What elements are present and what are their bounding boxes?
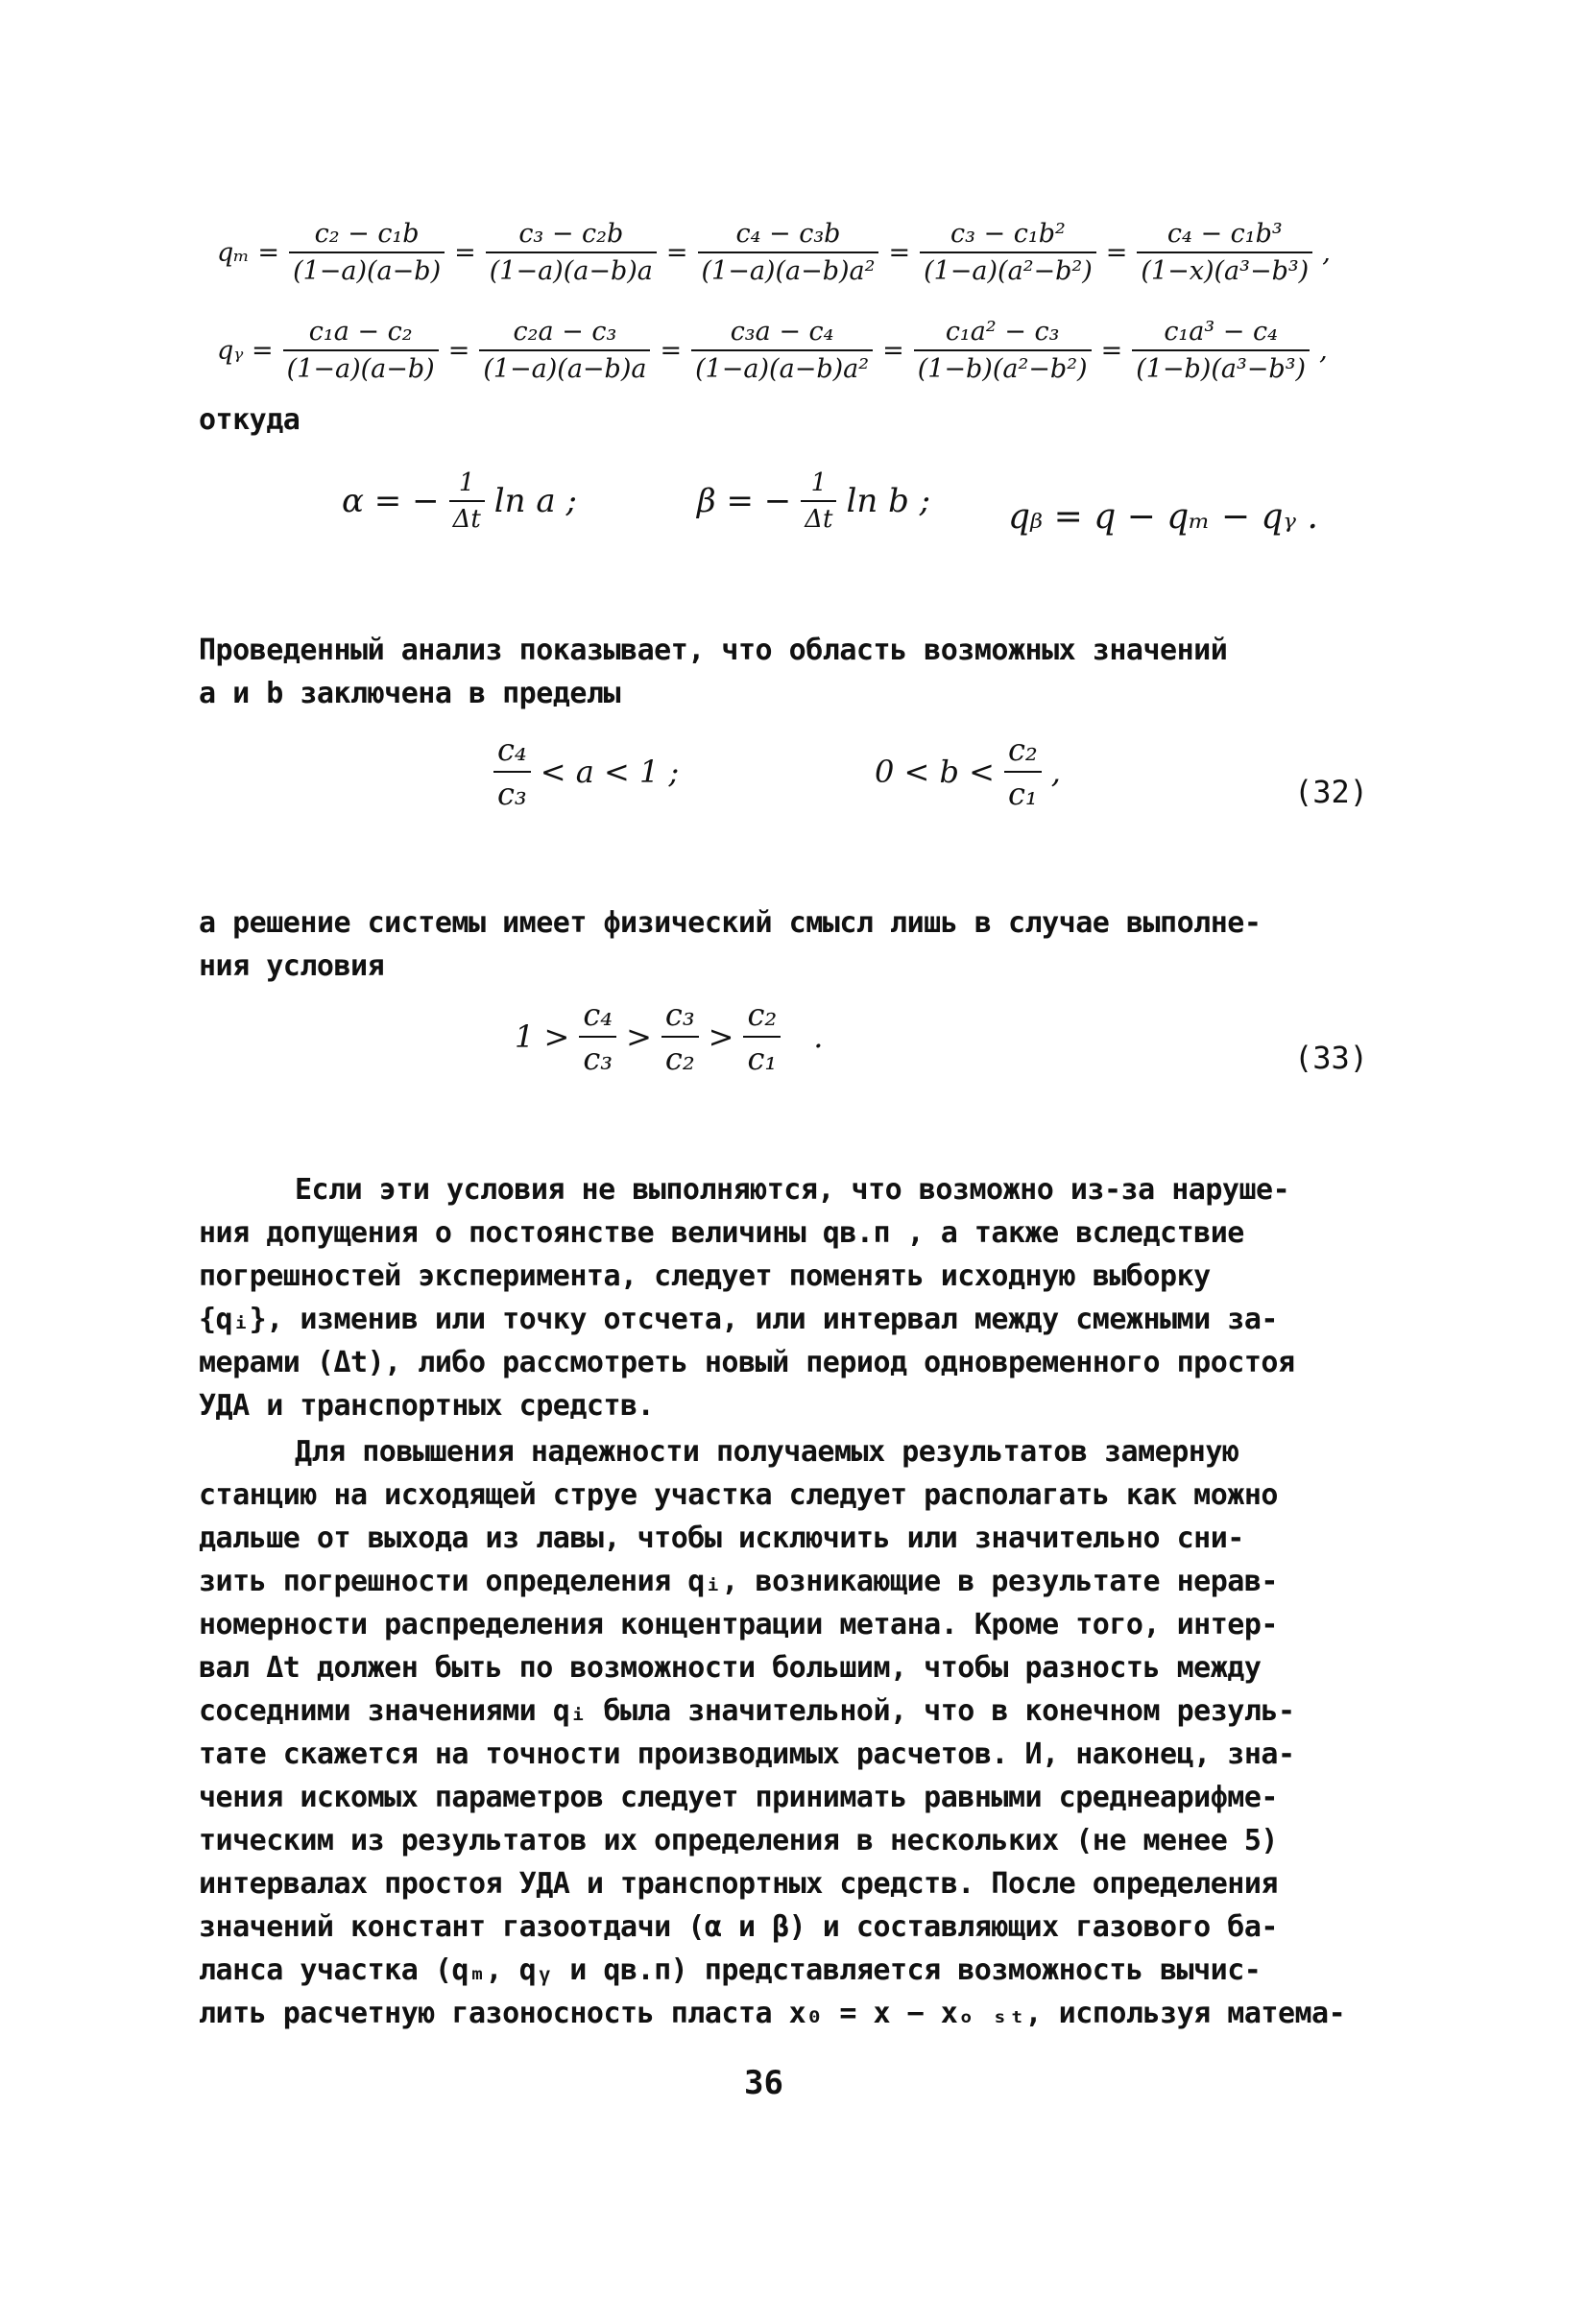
fraction: $\frac{1}{\Delta t}$ [801,468,836,534]
fraction: $\frac{\text{c₃a − c₄}}{\text{(1−a)(a−b)a²}}$ [691,317,873,384]
fraction: $\frac{\text{c₁a − c₂}}{(1-a)(a-b)}$ [283,317,439,384]
fraction: $\frac{\text{c₃ − c₂b}}{(1-a)(a-b)a}$ [486,219,657,286]
formula-33: 1 > $\frac{\text{c₄}}{\text{c₃}}$ > $\frac{\text{c₃}}{\text{c₂}}$ > $\frac{\text{c₂}}{\text{c₁}}$ . [515,996,824,1077]
fraction: $\frac{\text{c₁a³ − c₄}}{\text{(1−b)(a³−b³)}}$ [1132,317,1310,384]
fraction: $\frac{1}{\Delta t}$ [449,468,485,534]
formula-qm-lhs: qₘ = [217,237,280,268]
page-number: 36 [744,2064,783,2102]
fraction: $\frac{\text{c₄ − c₁b³}}{\text{(1−x)(a³−b³)}}$ [1137,219,1312,286]
formula-32-left: $\frac{\text{c₄}}{\text{c₃}}$ < a < 1 ; [490,731,685,812]
fraction: $\frac{\text{c₂ − c₁b}}{(1-a)(a-b)}$ [289,219,445,286]
fraction: $\frac{\text{c₂}}{\text{c₁}}$ [743,996,781,1077]
fraction: $\frac{\text{c₃ − c₁b²}}{\text{(1−a)(a²−b²)}}$ [920,219,1096,286]
document-page: qₘ = $\frac{\text{c₂ − c₁b}}{(1-a)(a-b)}$ = $\frac{\text{c₃ − c₂b}}{(1-a)(a-b)a}$ = $\frac{\text{c₄ − c₃b}}{\text{(1−a)(a−b)a²}}$ = $\frac{\text{c₃ − c₁b²}}{\text{(1−a)(a²−b²)}}$ = $\frac{\text{c₄ − c₁b³}}{\text{(1−x)(a³−b³)}}$ , qᵧ = $\frac{\text{c₁a − c₂}}{(1-a)(a-b)}$ = $\frac{\text{c₂a − c₃}}{(1-a)(a-b)a}$ = $\frac{\text{c₃a − c₄}}{\text{(1−a)(a−b)a²}}$ = $\frac{\text{c₁a² − c₃}}{\text{(1−b)(a²−b²)}}$ = $\frac{\text{c₁a³ − c₄}}{\text{(1−b)(a³−b³)}}$ , откуда α = − $\frac{1}{\Delta t}$ ln a ; β = − $\frac{1}{\Delta t}$ ln b ; qᵦ = q − qₘ − qᵧ . Проведенный анализ показывает, что область возможных значений a и b заключена в пределы $\frac{\text{c₄}}{\text{c₃}}$ < a < 1 ; 0 < b < $\frac{\text{c₂}}{\text{c₁}}$ , (32) а решение системы имеет физический смысл лишь в случае выполне- ния условия 1 > $\frac{\text{c₄}}{\text{c₃}}$ > $\frac{\text{c₃}}{\text{c₂}}$ > $\frac{\text{c₂}}{\text{c₁}}$ . (33) Если эти условия не выполняются, что возможно из-за наруше- ния допущения о постоянстве величины qв.п , а также вследствие погрешностей эксперимента, следует поменять исходную выборку {qᵢ}, изменив или точку отсчета, или интервал между смежными за- мерами (Δt), либо рассмотреть новый период одновременного простоя УДА и транспортных средств. Для повышения надежности получаемых результатов замерную станцию на исходящей струе участка следует располагать как можно дальше от выхода из лавы, чтобы исключить или значительно сни- зить погрешности определения qᵢ, возникающие в результате нерав- номерности распределения концентрации метана. Кроме того, интер- вал Δt должен быть по возможности большим, чтобы разность между соседними значениями qᵢ была значительной, что в конечном резуль- тате скажется на точности производимых расчетов. И, наконец, зна- чения искомых параметров следует принимать равными среднеарифме- тическим из результатов их определения в нескольких (не менее 5) интервалах простоя УДА и транспортных средств. После определения значений констант газоотдачи (α и β) и составляющих газового ба- ланса участка (qₘ, qᵧ и qв.п) представляется возможность вычис- лить расчетную газоносность пласта x₀ = x − xₒ ₛₜ, используя матема- 36 [199,219,1369,2102]
formula-beta: β = − $\frac{1}{\Delta t}$ ln b ; [697,468,931,534]
equation-number-33: (33) [1294,1040,1369,1076]
fraction: $\frac{\text{c₂a − c₃}}{(1-a)(a-b)a}$ [479,317,650,384]
fraction: $\frac{\text{c₃}}{\text{c₂}}$ [661,996,699,1077]
fraction: $\frac{\text{c₁a² − c₃}}{\text{(1−b)(a²−b²)}}$ [914,317,1092,384]
otkuda-label: откуда [199,403,301,437]
fraction: $\frac{\text{c₄}}{\text{c₃}}$ [579,996,616,1077]
fraction: $\frac{\text{c₄ − c₃b}}{\text{(1−a)(a−b)a²}}$ [698,219,879,286]
formula-qm: qₘ = $\frac{\text{c₂ − c₁b}}{(1-a)(a-b)}$ = $\frac{\text{c₃ − c₂b}}{(1-a)(a-b)a}$ = $\frac{\text{c₄ − c₃b}}{\text{(1−a)(a−b)a²}}$ = $\frac{\text{c₃ − c₁b²}}{\text{(1−a)(a²−b²)}}$ = $\frac{\text{c₄ − c₁b³}}{\text{(1−x)(a³−b³)}}$ , [217,219,1331,286]
formula-alpha: α = − $\frac{1}{\Delta t}$ ln a ; [342,468,577,534]
fraction: $\frac{\text{c₂}}{\text{c₁}}$ [1004,731,1042,812]
fraction: $\frac{\text{c₄}}{\text{c₃}}$ [493,731,531,812]
formula-qy-lhs: qᵧ = [217,335,274,366]
formula-qb: qᵦ = q − qₘ − qᵧ . [1008,497,1318,537]
equation-number-32: (32) [1294,774,1369,810]
formula-qy: qᵧ = $\frac{\text{c₁a − c₂}}{(1-a)(a-b)}$ = $\frac{\text{c₂a − c₃}}{(1-a)(a-b)a}$ = $\frac{\text{c₃a − c₄}}{\text{(1−a)(a−b)a²}}$ = $\frac{\text{c₁a² − c₃}}{\text{(1−b)(a²−b²)}}$ = $\frac{\text{c₁a³ − c₄}}{\text{(1−b)(a³−b³)}}$ , [217,317,1328,384]
formula-32-right: 0 < b < $\frac{\text{c₂}}{\text{c₁}}$ , [875,731,1061,812]
